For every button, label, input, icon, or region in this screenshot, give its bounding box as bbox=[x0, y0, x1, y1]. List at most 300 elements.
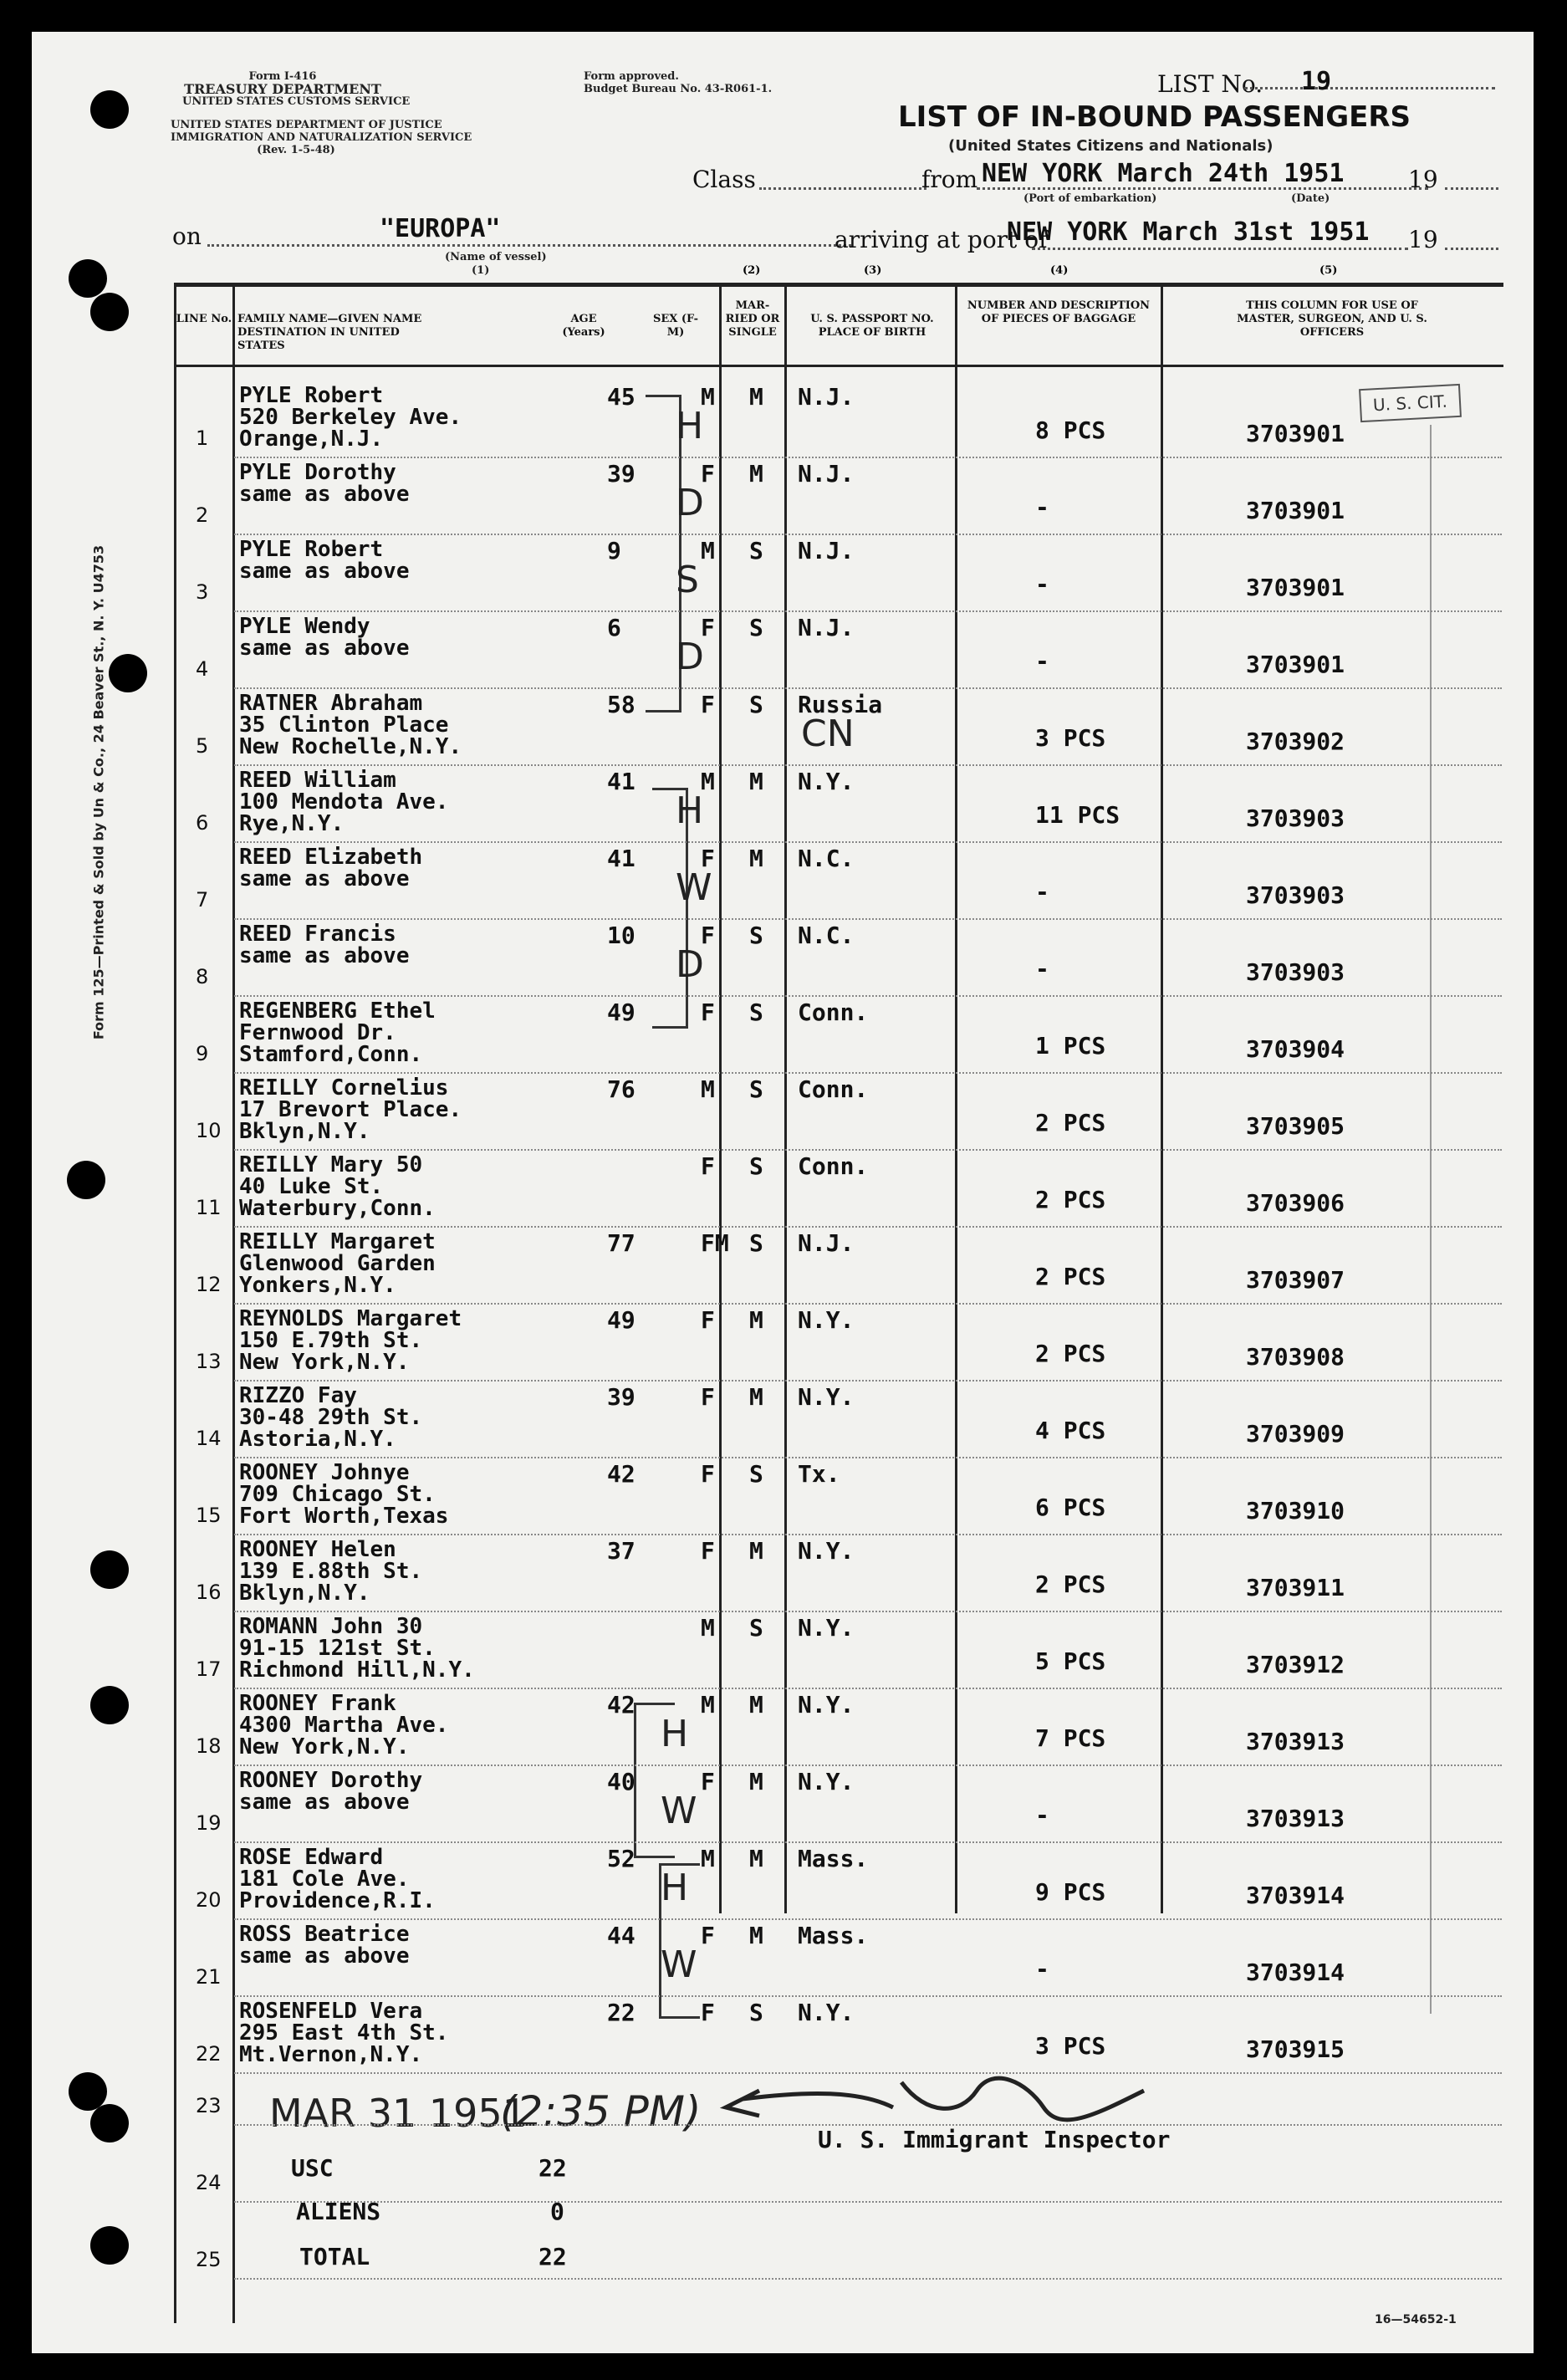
passenger-name-line: same as above bbox=[239, 866, 410, 891]
place-of-birth: Conn. bbox=[798, 1075, 869, 1103]
passenger-name-line: Mt.Vernon,N.Y. bbox=[239, 2042, 423, 2067]
marital-status: M bbox=[749, 1768, 763, 1795]
line-number: 20 bbox=[196, 1888, 222, 1912]
line-number: 5 bbox=[196, 734, 209, 758]
passenger-name-line: ROSENFELD Vera bbox=[239, 1999, 423, 2024]
passenger-sex: F bbox=[701, 922, 715, 949]
us-citizen-stamp: U. S. CIT. bbox=[1359, 384, 1462, 422]
passenger-name-line: Fernwood Dr. bbox=[239, 1020, 396, 1045]
baggage-pieces: 6 PCS bbox=[1035, 1494, 1106, 1521]
passenger-age: 49 bbox=[607, 998, 635, 1026]
passenger-name-line: 520 Berkeley Ave. bbox=[239, 405, 462, 430]
passenger-name-line: REILLY Cornelius bbox=[239, 1075, 449, 1101]
baggage-pieces: 9 PCS bbox=[1035, 1878, 1106, 1906]
handwritten-relation: W bbox=[661, 1943, 697, 1986]
passenger-name-line: REED Francis bbox=[239, 922, 396, 947]
col-header-sex: SEX (F-M) bbox=[652, 313, 699, 339]
line-number: 1 bbox=[196, 426, 209, 450]
marital-status: S bbox=[749, 537, 763, 564]
passenger-name-line: 17 Brevort Place. bbox=[239, 1097, 462, 1122]
official-number: 3703903 bbox=[1246, 958, 1345, 986]
marital-status: S bbox=[749, 691, 763, 718]
row-divider bbox=[234, 1149, 1502, 1151]
arrival-date-stamp: MAR 31 1951 bbox=[269, 2091, 527, 2136]
row-divider bbox=[234, 1457, 1502, 1458]
totals-usc-value: 22 bbox=[538, 2154, 567, 2182]
row-divider bbox=[234, 1534, 1502, 1535]
handwritten-relation: H bbox=[676, 405, 704, 447]
passenger-age: 52 bbox=[607, 1845, 635, 1872]
official-number: 3703909 bbox=[1246, 1420, 1345, 1448]
baggage-pieces: 2 PCS bbox=[1035, 1340, 1106, 1367]
binder-hole bbox=[109, 654, 147, 692]
passenger-name-line: ROONEY Johnye bbox=[239, 1460, 410, 1485]
handwritten-relation: H bbox=[676, 789, 704, 832]
binder-hole bbox=[90, 1550, 129, 1589]
passenger-sex: F bbox=[701, 614, 715, 641]
row-divider bbox=[234, 2124, 1502, 2126]
passenger-age: 44 bbox=[607, 1922, 635, 1949]
page-title: LIST OF IN-BOUND PASSENGERS bbox=[898, 100, 1411, 134]
footer-code: 16—54652-1 bbox=[1375, 2313, 1457, 2326]
passenger-sex: F bbox=[701, 1999, 715, 2026]
passenger-sex: F bbox=[701, 1460, 715, 1488]
col-header-name: FAMILY NAME—GIVEN NAME DESTINATION IN UNITED STATES bbox=[237, 313, 422, 352]
row-divider bbox=[234, 1303, 1502, 1305]
passenger-name-line: 91-15 121st St. bbox=[239, 1636, 436, 1661]
row-divider bbox=[234, 610, 1502, 612]
passenger-name-line: REILLY Margaret bbox=[239, 1229, 436, 1254]
binder-hole bbox=[90, 293, 129, 331]
passenger-age: 9 bbox=[607, 537, 621, 564]
official-number: 3703901 bbox=[1246, 497, 1345, 524]
place-of-birth: N.Y. bbox=[798, 1614, 855, 1642]
official-number: 3703914 bbox=[1246, 1882, 1345, 1909]
marital-status: S bbox=[749, 1152, 763, 1180]
passenger-name-line: ROMANN John 30 bbox=[239, 1614, 423, 1639]
baggage-pieces: 3 PCS bbox=[1035, 724, 1106, 752]
place-of-birth: N.Y. bbox=[798, 1768, 855, 1795]
official-number: 3703911 bbox=[1246, 1574, 1345, 1601]
passenger-sex: F bbox=[701, 845, 715, 872]
binder-hole bbox=[90, 1686, 129, 1724]
baggage-pieces: - bbox=[1035, 493, 1049, 521]
passenger-sex: M bbox=[701, 768, 715, 795]
year-label-2: 19 bbox=[1408, 226, 1438, 253]
totals-aliens-value: 0 bbox=[550, 2198, 564, 2225]
passenger-sex: FM bbox=[701, 1229, 729, 1257]
dept-justice: UNITED STATES DEPARTMENT OF JUSTICE bbox=[171, 119, 442, 131]
marital-status: M bbox=[749, 1383, 763, 1411]
passenger-sex: F bbox=[701, 1383, 715, 1411]
passenger-age: 6 bbox=[607, 614, 621, 641]
passenger-name-line: ROSS Beatrice bbox=[239, 1922, 410, 1947]
col-header-baggage: NUMBER AND DESCRIPTION OF PIECES OF BAGGAGE bbox=[967, 299, 1151, 325]
line-number: 13 bbox=[196, 1350, 222, 1373]
vessel-caption: (Name of vessel) bbox=[445, 251, 547, 263]
row-divider bbox=[234, 687, 1502, 689]
arriving-label: arriving at port of bbox=[835, 226, 1048, 253]
line-number: 18 bbox=[196, 1734, 222, 1758]
list-no-value: 19 bbox=[1301, 67, 1332, 96]
passenger-age: 42 bbox=[607, 1691, 635, 1719]
passenger-age: 22 bbox=[607, 1999, 635, 2026]
passenger-name-line: PYLE Robert bbox=[239, 383, 384, 408]
line-number: 3 bbox=[196, 580, 209, 604]
passenger-name-line: Astoria,N.Y. bbox=[239, 1427, 396, 1452]
passenger-age: 39 bbox=[607, 1383, 635, 1411]
official-number: 3703903 bbox=[1246, 804, 1345, 832]
place-of-birth: N.J. bbox=[798, 1229, 855, 1257]
vessel-col-num: (1) bbox=[472, 264, 490, 277]
line-number: 6 bbox=[196, 811, 209, 835]
from-label: from bbox=[921, 166, 978, 193]
place-of-birth: Conn. bbox=[798, 998, 869, 1026]
place-of-birth: N.Y. bbox=[798, 1537, 855, 1565]
dept-treasury: TREASURY DEPARTMENT bbox=[184, 81, 381, 97]
passenger-name-line: same as above bbox=[239, 482, 410, 507]
line-number: 25 bbox=[196, 2248, 222, 2271]
marital-status: S bbox=[749, 1229, 763, 1257]
handwritten-relation: H bbox=[661, 1867, 689, 1909]
form-info-justice bbox=[171, 119, 472, 156]
binder-hole bbox=[90, 2226, 129, 2265]
place-of-birth: Mass. bbox=[798, 1922, 869, 1949]
passenger-sex: F bbox=[701, 1768, 715, 1795]
passenger-sex: M bbox=[701, 1691, 715, 1719]
official-number: 3703915 bbox=[1246, 2035, 1345, 2063]
official-number: 3703901 bbox=[1246, 574, 1345, 601]
manifest-page bbox=[32, 32, 1534, 2353]
passenger-name-line: RATNER Abraham bbox=[239, 691, 423, 716]
passenger-name-line: Bklyn,N.Y. bbox=[239, 1581, 370, 1606]
passenger-name-line: 35 Clinton Place bbox=[239, 712, 449, 738]
marital-status: S bbox=[749, 1075, 763, 1103]
passenger-name-line: 100 Mendota Ave. bbox=[239, 789, 449, 815]
line-number: 19 bbox=[196, 1811, 222, 1835]
marital-status: S bbox=[749, 614, 763, 641]
passenger-name-line: PYLE Wendy bbox=[239, 614, 370, 639]
baggage-pieces: 2 PCS bbox=[1035, 1263, 1106, 1290]
passenger-name-line: 30-48 29th St. bbox=[239, 1405, 423, 1430]
line-number: 14 bbox=[196, 1427, 222, 1450]
passenger-name-line: 150 E.79th St. bbox=[239, 1328, 423, 1353]
place-of-birth: N.C. bbox=[798, 922, 855, 949]
line-number: 4 bbox=[196, 657, 209, 681]
row-divider bbox=[234, 2278, 1502, 2280]
year-label-1: 19 bbox=[1408, 166, 1438, 193]
place-of-birth: N.J. bbox=[798, 460, 855, 488]
passenger-name-line: ROONEY Helen bbox=[239, 1537, 396, 1562]
marital-status: M bbox=[749, 1845, 763, 1872]
passenger-age: 39 bbox=[607, 460, 635, 488]
row-divider bbox=[234, 2201, 1502, 2203]
passenger-name-line: Bklyn,N.Y. bbox=[239, 1119, 370, 1144]
line-number: 22 bbox=[196, 2042, 222, 2066]
passenger-name-line: RIZZO Fay bbox=[239, 1383, 357, 1408]
passenger-name-line: ROONEY Dorothy bbox=[239, 1768, 423, 1793]
passenger-age: 45 bbox=[607, 383, 635, 411]
passenger-sex: M bbox=[701, 1614, 715, 1642]
passenger-name-line: 4300 Martha Ave. bbox=[239, 1713, 449, 1738]
passenger-name-line: Glenwood Garden bbox=[239, 1251, 436, 1276]
line-number: 8 bbox=[196, 965, 209, 988]
line-number: 11 bbox=[196, 1196, 222, 1219]
passenger-age: 49 bbox=[607, 1306, 635, 1334]
handwritten-relation: D bbox=[676, 482, 704, 524]
official-number: 3703913 bbox=[1246, 1805, 1345, 1832]
marital-status: M bbox=[749, 383, 763, 411]
passenger-name-line: 181 Cole Ave. bbox=[239, 1867, 410, 1892]
dept-ins: IMMIGRATION AND NATURALIZATION SERVICE bbox=[171, 131, 472, 144]
printer-imprint: Form 125—Printed & Sold by Un & Co., 24 Beaver St., N. Y. U4753 bbox=[90, 544, 107, 1040]
baggage-pieces: 3 PCS bbox=[1035, 2032, 1106, 2060]
passenger-name-line: same as above bbox=[239, 1943, 410, 1969]
baggage-pieces: 8 PCS bbox=[1035, 416, 1106, 444]
passenger-name-line: Yonkers,N.Y. bbox=[239, 1273, 396, 1298]
passenger-name-line: 139 E.88th St. bbox=[239, 1559, 423, 1584]
col-header-official: THIS COLUMN FOR USE OF MASTER, SURGEON, AND U. S. OFFICERS bbox=[1237, 299, 1427, 339]
baggage-pieces: 7 PCS bbox=[1035, 1724, 1106, 1752]
row-divider bbox=[234, 2072, 1502, 2074]
page-subtitle: (United States Citizens and Nationals) bbox=[948, 137, 1274, 155]
passenger-name-line: Waterbury,Conn. bbox=[239, 1196, 436, 1221]
line-number: 15 bbox=[196, 1504, 222, 1527]
marital-status: M bbox=[749, 768, 763, 795]
marital-status: S bbox=[749, 1460, 763, 1488]
passenger-age: 37 bbox=[607, 1537, 635, 1565]
passenger-sex: F bbox=[701, 1152, 715, 1180]
passenger-sex: F bbox=[701, 1537, 715, 1565]
marital-status: M bbox=[749, 1691, 763, 1719]
passenger-sex: F bbox=[701, 998, 715, 1026]
line-number: 21 bbox=[196, 1965, 222, 1989]
row-divider bbox=[234, 918, 1502, 920]
official-number: 3703903 bbox=[1246, 881, 1345, 909]
place-of-birth: Mass. bbox=[798, 1845, 869, 1872]
marital-status: M bbox=[749, 1922, 763, 1949]
handwritten-relation: D bbox=[676, 943, 704, 986]
passenger-sex: F bbox=[701, 1922, 715, 1949]
official-number: 3703906 bbox=[1246, 1189, 1345, 1217]
baggage-pieces: - bbox=[1035, 647, 1049, 675]
line-number: 9 bbox=[196, 1042, 209, 1065]
place-of-birth: N.Y. bbox=[798, 768, 855, 795]
vessel-name: "EUROPA" bbox=[380, 214, 501, 243]
baggage-pieces: 4 PCS bbox=[1035, 1417, 1106, 1444]
place-of-birth: N.J. bbox=[798, 614, 855, 641]
passenger-name-line: Rye,N.Y. bbox=[239, 811, 345, 836]
place-of-birth: Conn. bbox=[798, 1152, 869, 1180]
form-revision: (Rev. 1-5-48) bbox=[257, 144, 335, 156]
line-number: 17 bbox=[196, 1657, 222, 1681]
passenger-age: 41 bbox=[607, 845, 635, 872]
row-divider bbox=[234, 1918, 1502, 1920]
official-number: 3703912 bbox=[1246, 1651, 1345, 1678]
passenger-name-line: ROSE Edward bbox=[239, 1845, 384, 1870]
passenger-name-line: same as above bbox=[239, 559, 410, 584]
passenger-name-line: REYNOLDS Margaret bbox=[239, 1306, 462, 1331]
passenger-name-line: 40 Luke St. bbox=[239, 1174, 384, 1199]
marital-status: M bbox=[749, 460, 763, 488]
official-number: 3703904 bbox=[1246, 1035, 1345, 1063]
line-number: 7 bbox=[196, 888, 209, 912]
passenger-sex: F bbox=[701, 1306, 715, 1334]
line-number: 10 bbox=[196, 1119, 222, 1142]
passenger-age: 76 bbox=[607, 1075, 635, 1103]
place-of-birth: N.Y. bbox=[798, 1383, 855, 1411]
place-of-birth: N.J. bbox=[798, 537, 855, 564]
col-num-3: (3) bbox=[864, 264, 882, 277]
line-number: 16 bbox=[196, 1581, 222, 1604]
arrival-port-date: NEW YORK March 31st 1951 bbox=[1007, 217, 1370, 247]
row-divider bbox=[234, 457, 1502, 458]
col-header-married: MAR-RIED OR SINGLE bbox=[725, 299, 780, 339]
baggage-pieces: 2 PCS bbox=[1035, 1186, 1106, 1213]
passenger-age: 40 bbox=[607, 1768, 635, 1795]
passenger-name-line: same as above bbox=[239, 943, 410, 968]
row-divider bbox=[234, 841, 1502, 843]
passenger-sex: F bbox=[701, 691, 715, 718]
form-info bbox=[182, 70, 411, 108]
arrival-time-note: (2:35 PM) bbox=[500, 2087, 702, 2136]
place-of-birth: N.Y. bbox=[798, 1999, 855, 2026]
passenger-sex: F bbox=[701, 460, 715, 488]
binder-hole bbox=[69, 259, 107, 298]
row-divider bbox=[234, 1226, 1502, 1228]
binder-hole bbox=[90, 90, 129, 129]
passenger-name-line: REGENBERG Ethel bbox=[239, 998, 436, 1024]
date-caption: (Date) bbox=[1291, 192, 1330, 205]
on-label: on bbox=[172, 222, 202, 250]
baggage-pieces: - bbox=[1035, 570, 1049, 598]
marital-status: M bbox=[749, 845, 763, 872]
passenger-age: 41 bbox=[607, 768, 635, 795]
baggage-pieces: 2 PCS bbox=[1035, 1109, 1106, 1136]
marital-status: S bbox=[749, 998, 763, 1026]
form-approval bbox=[584, 70, 772, 95]
passenger-name-line: Stamford,Conn. bbox=[239, 1042, 423, 1067]
place-of-birth: N.Y. bbox=[798, 1691, 855, 1719]
passenger-name-line: ROONEY Frank bbox=[239, 1691, 396, 1716]
row-divider bbox=[234, 764, 1502, 766]
inspector-title: U. S. Immigrant Inspector bbox=[818, 2126, 1171, 2153]
budget-number: Budget Bureau No. 43-R061-1. bbox=[584, 83, 773, 95]
class-label: Class bbox=[692, 166, 756, 193]
col-num-2: (2) bbox=[743, 264, 761, 277]
baggage-pieces: - bbox=[1035, 955, 1049, 983]
port-of-embarkation: NEW YORK March 24th 1951 bbox=[982, 159, 1345, 188]
official-number: 3703913 bbox=[1246, 1728, 1345, 1755]
passenger-name-line: same as above bbox=[239, 1790, 410, 1815]
line-number: 2 bbox=[196, 503, 209, 527]
marital-status: S bbox=[749, 922, 763, 949]
col-num-5: (5) bbox=[1319, 264, 1338, 277]
row-divider bbox=[234, 1072, 1502, 1074]
place-of-birth: N.Y. bbox=[798, 1306, 855, 1334]
passenger-age: 42 bbox=[607, 1460, 635, 1488]
marital-status: S bbox=[749, 1999, 763, 2026]
binder-hole bbox=[67, 1161, 105, 1199]
line-number: 24 bbox=[196, 2171, 222, 2194]
passenger-age: 77 bbox=[607, 1229, 635, 1257]
passenger-sex: M bbox=[701, 383, 715, 411]
marital-status: M bbox=[749, 1306, 763, 1334]
baggage-pieces: 5 PCS bbox=[1035, 1647, 1106, 1675]
port-caption: (Port of embarkation) bbox=[1023, 192, 1157, 205]
handwritten-relation: W bbox=[676, 866, 712, 909]
handwritten-relation: D bbox=[676, 636, 704, 678]
passenger-sex: M bbox=[701, 1845, 715, 1872]
passenger-name-line: Richmond Hill,N.Y. bbox=[239, 1657, 475, 1683]
inspector-signature bbox=[709, 2066, 1177, 2132]
line-number: 23 bbox=[196, 2094, 222, 2117]
totals-total-value: 22 bbox=[538, 2243, 567, 2270]
passenger-name-line: same as above bbox=[239, 636, 410, 661]
totals-total-label: TOTAL bbox=[299, 2243, 370, 2270]
passenger-age: 10 bbox=[607, 922, 635, 949]
col-header-line: LINE No. bbox=[176, 313, 232, 325]
official-number: 3703901 bbox=[1246, 651, 1345, 678]
form-number: Form I-416 bbox=[248, 70, 317, 83]
passenger-name-line: Providence,R.I. bbox=[239, 1888, 436, 1913]
marital-status: S bbox=[749, 1614, 763, 1642]
row-divider bbox=[234, 1995, 1502, 1997]
baggage-pieces: - bbox=[1035, 878, 1049, 906]
row-divider bbox=[234, 1611, 1502, 1612]
dept-customs: UNITED STATES CUSTOMS SERVICE bbox=[182, 95, 411, 108]
col-num-4: (4) bbox=[1050, 264, 1069, 277]
official-number: 3703910 bbox=[1246, 1497, 1345, 1525]
marital-status: M bbox=[749, 1537, 763, 1565]
passenger-name-line: New York,N.Y. bbox=[239, 1734, 410, 1759]
row-divider bbox=[234, 1380, 1502, 1382]
row-divider bbox=[234, 995, 1502, 997]
official-number: 3703914 bbox=[1246, 1959, 1345, 1986]
passenger-age: 58 bbox=[607, 691, 635, 718]
col-header-passport: U. S. PASSPORT NO. PLACE OF BIRTH bbox=[810, 313, 934, 339]
form-approved: Form approved. bbox=[584, 70, 679, 83]
passenger-name-line: PYLE Dorothy bbox=[239, 460, 396, 485]
totals-aliens-label: ALIENS bbox=[296, 2198, 381, 2225]
handwritten-relation: H bbox=[661, 1713, 689, 1755]
row-divider bbox=[234, 1765, 1502, 1766]
list-no-label: LIST No. bbox=[1157, 70, 1263, 98]
passenger-name-line: 709 Chicago St. bbox=[239, 1482, 436, 1507]
passenger-name-line: New Rochelle,N.Y. bbox=[239, 734, 462, 759]
official-number: 3703908 bbox=[1246, 1343, 1345, 1371]
passenger-name-line: Fort Worth,Texas bbox=[239, 1504, 449, 1529]
handwritten-relation: W bbox=[661, 1790, 697, 1832]
baggage-pieces: 1 PCS bbox=[1035, 1032, 1106, 1060]
passenger-name-line: New York,N.Y. bbox=[239, 1350, 410, 1375]
official-number: 3703905 bbox=[1246, 1112, 1345, 1140]
passenger-name-line: 295 East 4th St. bbox=[239, 2020, 449, 2045]
place-of-birth: N.J. bbox=[798, 383, 855, 411]
baggage-pieces: 11 PCS bbox=[1035, 801, 1120, 829]
col-header-age: AGE (Years) bbox=[562, 313, 605, 339]
official-number: 3703907 bbox=[1246, 1266, 1345, 1294]
official-number: 3703902 bbox=[1246, 728, 1345, 755]
row-divider bbox=[234, 534, 1502, 535]
totals-usc-label: USC bbox=[291, 2154, 334, 2182]
passenger-name-line: REED Elizabeth bbox=[239, 845, 423, 870]
place-of-birth: Russia bbox=[798, 691, 883, 718]
passenger-name-line: REILLY Mary 50 bbox=[239, 1152, 423, 1177]
baggage-pieces: - bbox=[1035, 1801, 1049, 1829]
place-of-birth: N.C. bbox=[798, 845, 855, 872]
baggage-pieces: - bbox=[1035, 1955, 1049, 1983]
